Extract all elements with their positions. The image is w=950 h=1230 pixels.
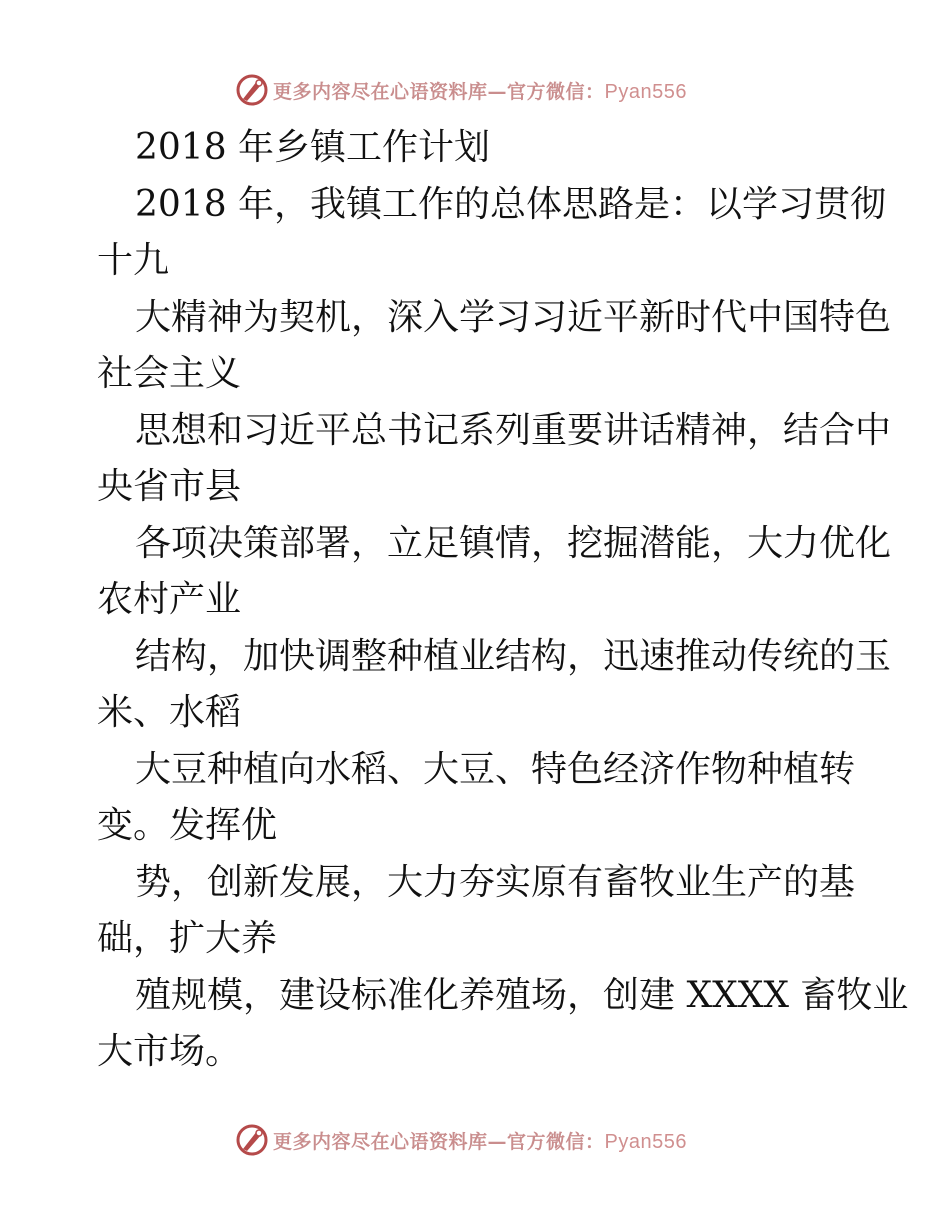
ink-pen-logo-icon: [235, 1123, 269, 1157]
watermark-id: Pyan556: [604, 80, 687, 103]
text-line: 大豆种植向水稻、大豆、特色经济作物种植转: [135, 748, 856, 790]
header-watermark: [235, 70, 715, 110]
watermark-id: Pyan556: [604, 1130, 687, 1153]
text-line: 大精神为契机，深入学习习近平新时代中国特色: [135, 296, 892, 338]
text-line: 十九: [97, 240, 170, 281]
footer-watermark: [235, 1120, 715, 1160]
watermark-text: 更多内容尽在心语资料库—官方微信：Pyan556: [273, 1130, 687, 1153]
text-line: 农村产业: [97, 579, 242, 620]
text-line: 础，扩大养: [97, 918, 278, 959]
text-line: 2018 年，我镇工作的总体思路是：以学习贯彻: [135, 183, 887, 225]
text-line: 思想和习近平总书记系列重要讲话精神，结合中: [135, 409, 892, 451]
text-line: 势，创新发展，大力夯实原有畜牧业生产的基: [135, 861, 856, 903]
ink-pen-logo-icon: [235, 73, 269, 107]
text-line: 各项决策部署，立足镇情，挖掘潜能，大力优化: [135, 522, 892, 564]
text-line: 米、水稻: [97, 692, 242, 733]
document-title: 2018 年乡镇工作计划: [135, 127, 491, 168]
watermark-text: 更多内容尽在心语资料库—官方微信：Pyan556: [273, 80, 687, 103]
document-body: [97, 120, 909, 1081]
text-line: 央省市县: [97, 466, 242, 507]
text-line: 社会主义: [97, 353, 242, 394]
text-line: 大市场。: [97, 1031, 242, 1072]
text-line: 变。发挥优: [97, 805, 278, 846]
text-line: 殖规模，建设标准化养殖场，创建 XXXX 畜牧业: [135, 974, 909, 1016]
text-line: 结构，加快调整种植业结构，迅速推动传统的玉: [135, 635, 892, 677]
